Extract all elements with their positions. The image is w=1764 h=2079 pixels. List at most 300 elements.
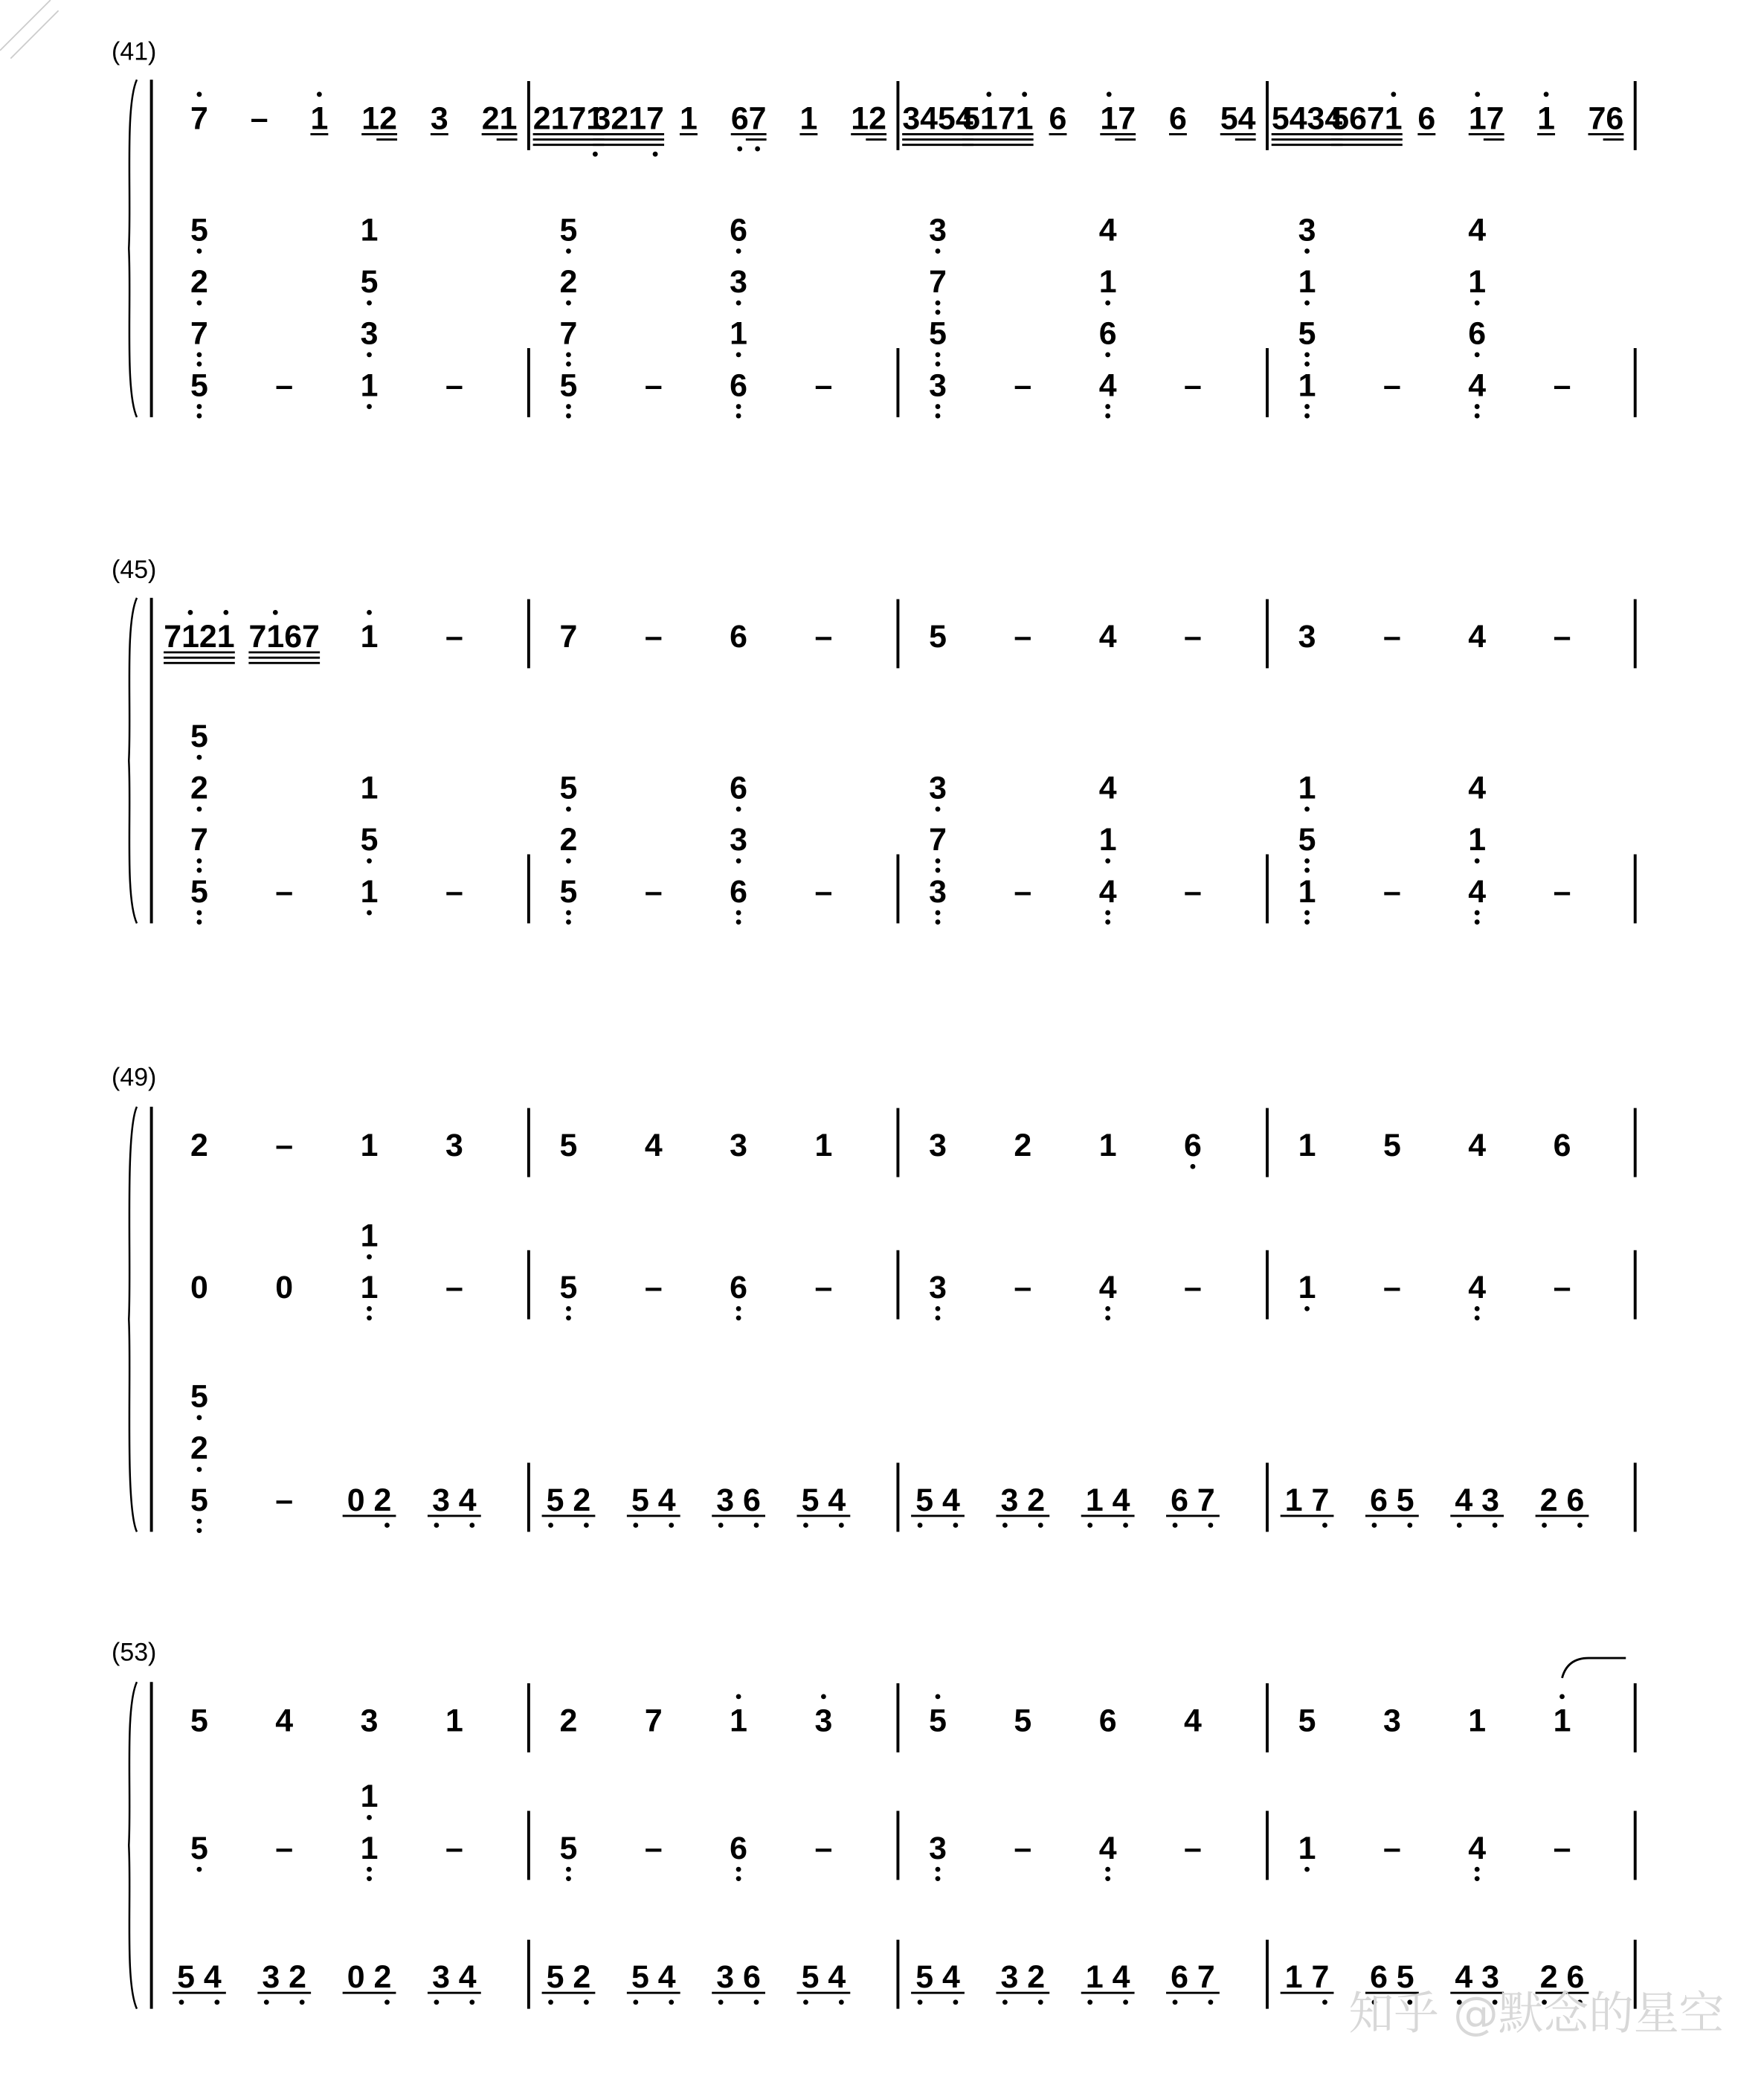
octave-dot-low xyxy=(1087,1523,1092,1528)
octave-dot-low xyxy=(1304,1306,1310,1311)
chord-note: 5 xyxy=(559,367,578,404)
chord-note: 4 xyxy=(1468,367,1487,404)
note: 6 xyxy=(730,618,748,655)
octave-dot-low xyxy=(736,1867,741,1872)
note: 0 xyxy=(190,1270,208,1306)
chord-note: 3 xyxy=(929,770,947,806)
chord-note: 1 xyxy=(1298,770,1316,806)
dash-extension: – xyxy=(275,1127,294,1163)
octave-dot-low xyxy=(566,301,571,306)
octave-dot-high xyxy=(1022,91,1027,97)
chord-note: 5 xyxy=(360,822,379,858)
octave-dot-low xyxy=(1475,1306,1480,1311)
octave-dot-low xyxy=(1304,248,1310,254)
chord-note: 3 xyxy=(1298,212,1316,248)
octave-dot-low xyxy=(197,362,202,367)
note: 1 xyxy=(1553,1703,1571,1739)
octave-dot-low xyxy=(566,414,571,419)
note-group: 6 5 xyxy=(1370,1959,1414,1996)
octave-dot-high xyxy=(1391,91,1396,97)
octave-dot-low xyxy=(1304,353,1310,358)
octave-dot-low xyxy=(197,414,202,419)
dash-extension: – xyxy=(1382,1830,1401,1866)
octave-dot-low xyxy=(264,1999,269,2005)
octave-dot-low xyxy=(367,301,372,306)
octave-dot-low xyxy=(936,404,941,409)
octave-dot-low xyxy=(367,404,372,409)
octave-dot-low xyxy=(566,1315,571,1320)
octave-dot-high xyxy=(367,610,372,615)
chord-note: 5 xyxy=(190,212,208,248)
note-group: 1 7 xyxy=(1284,1482,1330,1518)
octave-dot-low xyxy=(1105,404,1110,409)
octave-dot-low xyxy=(669,1523,674,1528)
octave-dot-low xyxy=(839,1523,844,1528)
octave-dot-low xyxy=(367,1815,372,1820)
chord-note: 1 xyxy=(360,770,379,806)
chord-note: 4 xyxy=(1098,873,1117,910)
chord-note: 5 xyxy=(360,263,379,300)
dash-extension: – xyxy=(275,1482,294,1518)
octave-dot-low xyxy=(653,152,658,157)
note-group: 2 6 xyxy=(1539,1482,1585,1518)
octave-dot-low xyxy=(1087,1999,1092,2005)
note: 6 xyxy=(1169,100,1187,137)
chord-note: 5 xyxy=(190,1378,208,1415)
chord-note: 5 xyxy=(929,315,947,352)
octave-dot-low xyxy=(548,1999,553,2005)
octave-dot-low xyxy=(1322,1999,1327,2005)
chord-note: 7 xyxy=(929,263,947,300)
octave-dot-low xyxy=(1191,1164,1196,1169)
chord-note: 1 xyxy=(1298,873,1316,910)
chord-note: 6 xyxy=(1098,315,1117,352)
octave-dot-high xyxy=(273,610,278,615)
dash-extension: – xyxy=(644,367,663,404)
note-group: 12 xyxy=(851,100,886,137)
octave-dot-low xyxy=(918,1523,923,1528)
note: 5 xyxy=(1014,1703,1032,1739)
note: 5 xyxy=(559,1830,578,1866)
note: 4 xyxy=(1184,1703,1202,1739)
chord-note: 4 xyxy=(1468,770,1487,806)
note-group: 5 2 xyxy=(546,1959,591,1996)
octave-dot-low xyxy=(736,1876,741,1881)
octave-dot-low xyxy=(936,414,941,419)
chord-note: 5 xyxy=(1298,822,1316,858)
note-group: 54 xyxy=(1220,100,1256,137)
dash-extension: – xyxy=(1184,1270,1202,1306)
octave-dot-low xyxy=(1475,404,1480,409)
note-group: 5 4 xyxy=(631,1959,676,1996)
octave-dot-low xyxy=(736,806,741,812)
note: 5 xyxy=(190,1703,208,1739)
chord-note: 5 xyxy=(559,770,578,806)
system-brace xyxy=(129,80,137,417)
chord-note: 7 xyxy=(929,822,947,858)
note: 4 xyxy=(1468,618,1487,655)
chord-note: 5 xyxy=(190,1482,208,1518)
octave-dot-low xyxy=(548,1523,553,1528)
octave-dot-low xyxy=(936,806,941,812)
octave-dot-low xyxy=(566,353,571,358)
octave-dot-low xyxy=(1304,910,1310,916)
octave-dot-low xyxy=(1475,858,1480,864)
dash-extension: – xyxy=(275,873,294,910)
note: 4 xyxy=(1098,1830,1117,1866)
note-group: 5671 xyxy=(1331,100,1403,137)
octave-dot-low xyxy=(1322,1523,1327,1528)
octave-dot-low xyxy=(197,755,202,760)
octave-dot-low xyxy=(1304,404,1310,409)
dash-extension: – xyxy=(1382,873,1401,910)
dash-extension: – xyxy=(814,1270,833,1306)
chord-note: 1 xyxy=(360,212,379,248)
note: 7 xyxy=(190,100,208,137)
octave-dot-low xyxy=(197,301,202,306)
octave-dot-low xyxy=(736,404,741,409)
chord-note: 1 xyxy=(1098,263,1117,300)
octave-dot-low xyxy=(1304,362,1310,367)
octave-dot-low xyxy=(1372,1523,1377,1528)
octave-dot-low xyxy=(1475,301,1480,306)
dash-extension: – xyxy=(445,367,463,404)
measure-number: (45) xyxy=(112,555,157,584)
chord-note: 1 xyxy=(360,873,379,910)
chord-note: 5 xyxy=(190,718,208,754)
note-group: 67 xyxy=(730,100,767,137)
octave-dot-low xyxy=(736,910,741,916)
note: 1 xyxy=(360,1127,379,1163)
octave-dot-low xyxy=(197,248,202,254)
chord-note: 3 xyxy=(929,367,947,404)
octave-dot-high xyxy=(223,610,228,615)
octave-dot-low xyxy=(936,309,941,315)
octave-dot-low xyxy=(1542,1523,1547,1528)
dash-extension: – xyxy=(1382,367,1401,404)
note-group: 3 2 xyxy=(262,1959,307,1996)
note: 1 xyxy=(1098,1127,1117,1163)
octave-dot-low xyxy=(1208,1523,1213,1528)
note: 6 xyxy=(1184,1127,1202,1163)
octave-dot-low xyxy=(384,1523,390,1528)
note: 2 xyxy=(559,1703,578,1739)
note-group: 5 4 xyxy=(915,1959,960,1996)
octave-dot-low xyxy=(1304,301,1310,306)
octave-dot-low xyxy=(469,1999,474,2005)
note: 4 xyxy=(1468,1127,1487,1163)
octave-dot-low xyxy=(1105,1306,1110,1311)
dash-extension: – xyxy=(644,1270,663,1306)
chord-note: 7 xyxy=(559,315,578,352)
note-group: 5 4 xyxy=(915,1482,960,1518)
octave-dot-high xyxy=(197,91,202,97)
octave-dot-low xyxy=(936,362,941,367)
octave-dot-low xyxy=(566,919,571,925)
chord-note: 4 xyxy=(1098,770,1117,806)
octave-dot-low xyxy=(367,353,372,358)
note-group: 7121 xyxy=(164,618,235,655)
octave-dot-low xyxy=(1038,1999,1043,2005)
octave-dot-low xyxy=(736,414,741,419)
octave-dot-low xyxy=(1123,1523,1128,1528)
octave-dot-low xyxy=(1577,1523,1583,1528)
chord-note: 6 xyxy=(1468,315,1487,352)
octave-dot-low xyxy=(1173,1999,1178,2005)
octave-dot-low xyxy=(566,404,571,409)
octave-dot-low xyxy=(197,1528,202,1533)
chord-note: 1 xyxy=(1298,263,1316,300)
chord-note: 3 xyxy=(730,263,748,300)
octave-dot-low xyxy=(633,1999,638,2005)
dash-extension: – xyxy=(1553,873,1571,910)
note: 3 xyxy=(430,100,448,137)
octave-dot-low xyxy=(367,910,372,916)
octave-dot-low xyxy=(1493,1523,1498,1528)
note: 1 xyxy=(1298,1270,1316,1306)
octave-dot-low xyxy=(1105,1315,1110,1320)
dash-extension: – xyxy=(275,1830,294,1866)
chord-note: 1 xyxy=(360,1830,379,1866)
chord-note: 6 xyxy=(730,367,748,404)
octave-dot-low xyxy=(936,910,941,916)
octave-dot-low xyxy=(1457,1523,1462,1528)
note-group: 5 4 xyxy=(177,1959,222,1996)
octave-dot-low xyxy=(197,1467,202,1472)
octave-dot-low xyxy=(300,1999,305,2005)
octave-dot-low xyxy=(936,1306,941,1311)
octave-dot-low xyxy=(566,1867,571,1872)
octave-dot-high xyxy=(1475,91,1480,97)
note: 3 xyxy=(360,1703,379,1739)
note: 1 xyxy=(1537,100,1555,137)
note: 4 xyxy=(1468,1270,1487,1306)
note: 3 xyxy=(730,1127,748,1163)
chord-note: 6 xyxy=(730,212,748,248)
octave-dot-low xyxy=(1475,353,1480,358)
dash-extension: – xyxy=(1382,618,1401,655)
chord-note: 3 xyxy=(929,873,947,910)
octave-dot-low xyxy=(367,1254,372,1259)
chord-note: 2 xyxy=(190,1430,208,1467)
note: 6 xyxy=(1553,1127,1571,1163)
octave-dot-low xyxy=(1475,1876,1480,1881)
octave-dot-high xyxy=(936,1694,941,1700)
note-group: 17 xyxy=(1100,100,1136,137)
octave-dot-low xyxy=(737,147,742,152)
note: 3 xyxy=(1298,618,1316,655)
note-group: 5 4 xyxy=(631,1482,676,1518)
octave-dot-low xyxy=(1304,858,1310,864)
measure-number: (41) xyxy=(112,37,157,66)
note: 3 xyxy=(929,1270,947,1306)
chord-note: 2 xyxy=(190,263,208,300)
dash-extension: – xyxy=(1014,1270,1032,1306)
dash-extension: – xyxy=(1184,367,1202,404)
octave-dot-low xyxy=(1304,868,1310,873)
octave-dot-low xyxy=(936,301,941,306)
octave-dot-low xyxy=(736,858,741,864)
octave-dot-high xyxy=(1559,1694,1565,1700)
octave-dot-low xyxy=(736,353,741,358)
octave-dot-low xyxy=(584,1523,589,1528)
octave-dot-low xyxy=(1002,1523,1008,1528)
note: 4 xyxy=(1098,1270,1117,1306)
octave-dot-low xyxy=(1475,910,1480,916)
octave-dot-low xyxy=(1105,414,1110,419)
chord-note: 4 xyxy=(1098,367,1117,404)
dash-extension: – xyxy=(814,367,833,404)
octave-dot-low xyxy=(1105,301,1110,306)
dash-extension: – xyxy=(250,100,268,137)
system-brace xyxy=(129,1682,137,2008)
note: 6 xyxy=(1098,1703,1117,1739)
chord-note: 1 xyxy=(730,315,748,352)
octave-dot-low xyxy=(566,910,571,916)
watermark-text: 知乎 @默念的星空 xyxy=(1348,1988,1725,2040)
note: 1 xyxy=(360,618,379,655)
octave-dot-low xyxy=(1002,1999,1008,2005)
note: 1 xyxy=(730,1703,748,1739)
note-group: 3 4 xyxy=(432,1482,477,1518)
note-group: 6 7 xyxy=(1171,1482,1215,1518)
note: 1 xyxy=(799,100,818,137)
octave-dot-low xyxy=(1304,806,1310,812)
chord-note: 1 xyxy=(1298,367,1316,404)
dash-extension: – xyxy=(445,873,463,910)
note: 3 xyxy=(814,1703,833,1739)
octave-dot-low xyxy=(197,919,202,925)
chord-note: 4 xyxy=(1468,873,1487,910)
octave-dot-low xyxy=(593,152,598,157)
octave-dot-low xyxy=(197,858,202,864)
octave-dot-low xyxy=(953,1523,959,1528)
octave-dot-low xyxy=(1038,1523,1043,1528)
octave-dot-low xyxy=(936,1876,941,1881)
note-group: 17 xyxy=(1468,100,1504,137)
note: 3 xyxy=(445,1127,463,1163)
octave-dot-low xyxy=(566,248,571,254)
octave-dot-low xyxy=(718,1999,724,2005)
octave-dot-low xyxy=(566,1876,571,1881)
note-group: 2171 xyxy=(532,100,605,137)
octave-dot-low xyxy=(1105,910,1110,916)
chord-note: 1 xyxy=(1468,263,1487,300)
dash-extension: – xyxy=(1553,618,1571,655)
system-brace xyxy=(129,598,137,924)
tie-arc xyxy=(1562,1658,1626,1678)
note: 1 xyxy=(1298,1830,1316,1866)
note: 1 xyxy=(445,1703,463,1739)
note: 1 xyxy=(680,100,698,137)
chord-note: 3 xyxy=(730,822,748,858)
note: 5 xyxy=(929,1703,947,1739)
octave-dot-low xyxy=(197,1415,202,1420)
chord-note: 5 xyxy=(559,212,578,248)
note-group: 3 6 xyxy=(716,1482,761,1518)
note: 3 xyxy=(1382,1703,1401,1739)
dash-extension: – xyxy=(1553,1830,1571,1866)
note: 3 xyxy=(929,1830,947,1866)
octave-dot-low xyxy=(197,868,202,873)
note-group: 5 4 xyxy=(801,1482,846,1518)
note-group: 0 2 xyxy=(347,1482,392,1518)
octave-dot-low xyxy=(1304,919,1310,925)
chord-note: 1 xyxy=(360,367,379,404)
chord-note: 3 xyxy=(360,315,379,352)
note-group: 6 5 xyxy=(1370,1482,1414,1518)
dash-extension: – xyxy=(1014,873,1032,910)
octave-dot-low xyxy=(1105,919,1110,925)
octave-dot-low xyxy=(936,858,941,864)
octave-dot-low xyxy=(367,1315,372,1320)
octave-dot-low xyxy=(633,1523,638,1528)
note-group: 7167 xyxy=(248,618,320,655)
octave-dot-low xyxy=(367,1306,372,1311)
octave-dot-low xyxy=(197,1519,202,1524)
note: 5 xyxy=(190,1830,208,1866)
note: 1 xyxy=(1468,1703,1487,1739)
note: 6 xyxy=(1417,100,1436,137)
octave-dot-low xyxy=(803,1999,808,2005)
note: 5 xyxy=(1298,1703,1316,1739)
note: 5 xyxy=(1382,1127,1401,1163)
chord-note: 1 xyxy=(360,1270,379,1306)
octave-dot-low xyxy=(1304,414,1310,419)
octave-dot-low xyxy=(1123,1999,1128,2005)
octave-dot-low xyxy=(1105,1876,1110,1881)
octave-dot-low xyxy=(566,1306,571,1311)
note-group: 1 4 xyxy=(1085,1959,1130,1996)
note-group: 3 2 xyxy=(1000,1482,1046,1518)
note-group: 3217 xyxy=(593,100,664,137)
dash-extension: – xyxy=(445,1270,463,1306)
chord-note: 1 xyxy=(1468,822,1487,858)
note-group: 3 2 xyxy=(1000,1959,1046,1996)
octave-dot-low xyxy=(1105,353,1110,358)
octave-dot-low xyxy=(214,1999,219,2005)
octave-dot-low xyxy=(197,1867,202,1872)
octave-dot-low xyxy=(367,1876,372,1881)
octave-dot-low xyxy=(918,1999,923,2005)
note: 5 xyxy=(559,1270,578,1306)
octave-dot-low xyxy=(1475,414,1480,419)
note: 1 xyxy=(1298,1127,1316,1163)
chord-note: 5 xyxy=(190,873,208,910)
dash-extension: – xyxy=(1014,367,1032,404)
octave-dot-low xyxy=(803,1523,808,1528)
octave-dot-high xyxy=(188,610,193,615)
note-group: 76 xyxy=(1588,100,1624,137)
note-group: 6 7 xyxy=(1171,1959,1215,1996)
octave-dot-low xyxy=(936,1867,941,1872)
note: 2 xyxy=(1014,1127,1032,1163)
note: 4 xyxy=(1468,1830,1487,1866)
octave-dot-high xyxy=(317,91,322,97)
octave-dot-low xyxy=(1304,1867,1310,1872)
octave-dot-low xyxy=(584,1999,589,2005)
octave-dot-low xyxy=(736,1315,741,1320)
note: 6 xyxy=(730,1830,748,1866)
octave-dot-low xyxy=(736,248,741,254)
octave-dot-low xyxy=(718,1523,724,1528)
measure-number: (49) xyxy=(112,1063,157,1092)
dash-extension: – xyxy=(814,873,833,910)
note-group: 4 3 xyxy=(1455,1482,1499,1518)
octave-dot-low xyxy=(197,353,202,358)
octave-dot-low xyxy=(1475,919,1480,925)
octave-dot-low xyxy=(936,919,941,925)
